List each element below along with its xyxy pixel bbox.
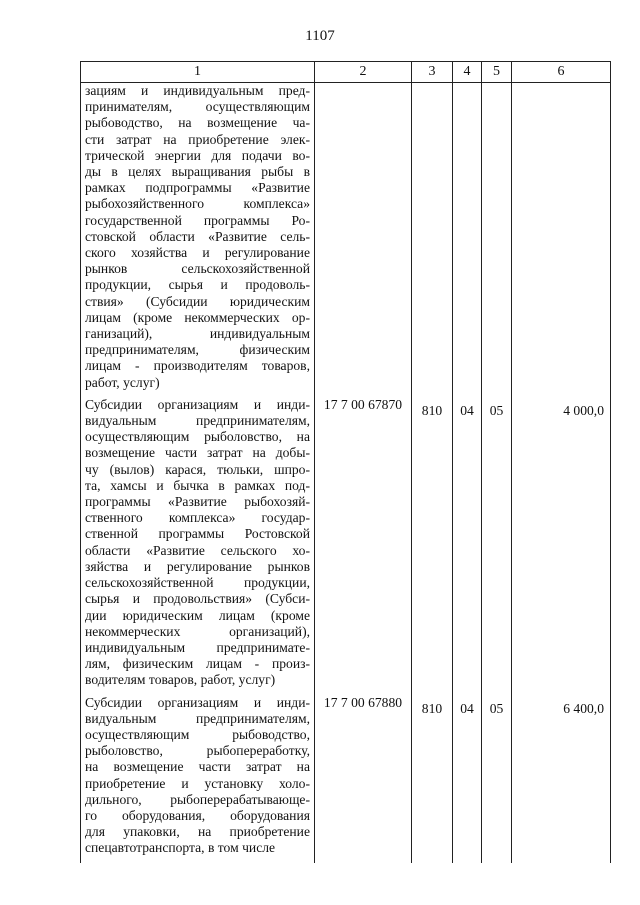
row-name-line: индивидуальным предпринимате- [85,639,310,655]
column-header-rz: 4 [453,62,482,83]
row-name-line: видуальным предпринимателям, [85,710,310,726]
row-pr-cell: 05 [482,397,512,695]
row-name-line: лицам - производителям товаров, [85,358,310,374]
row-name-line: водителям товаров, работ, услуг) [85,672,276,688]
row-name-line: программы «Развитие рыбохозяй- [85,494,310,510]
column-header-name: 1 [81,62,315,83]
row-amount-cell [512,83,611,397]
row-name-line: видуальным предпринимателям, [85,413,310,429]
row-name-line: сельскохозяйственной продукции, [85,575,310,591]
row-name-line: для упаковки, на приобретение [85,824,310,840]
row-pr-cell [482,83,512,397]
row-code-cell [315,83,412,397]
row-name-line: рынков сельскохозяйственной [85,261,310,277]
row-amount-cell: 6 400,0 [512,695,611,863]
row-name-line: ствия» (Субсидии юридическим [85,293,310,309]
row-vr-cell: 810 [412,397,453,695]
row-name-line: зациям и индивидуальным пред- [85,83,310,98]
row-name-line: области «Развитие сельского хо- [85,542,310,558]
row-name-line: сти затрат на приобретение элек- [85,131,310,147]
row-name-line: дильного, рыбоперерабатывающе- [85,791,310,807]
row-name-line: ды в целях выращивания рыбы в [85,164,310,180]
table-row [81,695,611,863]
table-row [81,83,611,397]
table-row [81,397,611,695]
row-name-line: стовской области «Развитие сель- [85,228,310,244]
row-name-line: возмещение части затрат на добы- [85,445,310,461]
row-name-line: сырья и продовольствия» (Субси- [85,591,310,607]
row-name-line: государственной программы Ро- [85,212,310,228]
row-name-line: рыболовство, рыбопереработку, [85,743,310,759]
column-header-code: 2 [315,62,412,83]
row-name-line: предпринимателям, физическим [85,342,310,358]
budget-table [80,61,611,863]
row-pr-cell: 05 [482,695,512,863]
row-code-cell: 17 7 00 67880 [315,695,412,863]
row-name-line: трической энергии для подачи во- [85,147,310,163]
row-name-line: осуществляющим рыболовство, на [85,429,310,445]
row-name-line: ского хозяйства и регулирование [85,245,310,261]
row-name-line: принимателям, осуществляющим [85,99,310,115]
row-rz-cell: 04 [453,397,482,695]
row-name-line: лицам (кроме некоммерческих ор- [85,309,310,325]
row-name-line: дии юридическим лицам (кроме [85,607,310,623]
row-name-line: приобретение и установку холо- [85,775,310,791]
row-name-line: рамках подпрограммы «Развитие [85,180,310,196]
row-name-line: го оборудования, оборудования [85,807,310,823]
row-name-cell [81,83,315,397]
table-header-row [81,62,611,83]
row-name-line: ственного комплекса» государ- [85,510,310,526]
row-name-cell [81,397,315,695]
row-name-line: рыбохозяйственного комплекса» [85,196,310,212]
row-name-line: продукции, сырья и продоволь- [85,277,310,293]
column-header-pr: 5 [482,62,512,83]
row-name-line: та, хамсы и бычка в рамках под- [85,477,310,493]
column-header-amount: 6 [512,62,611,83]
row-name-line: ственной программы Ростовской [85,526,310,542]
row-name-line: зяйства и регулирование рынков [85,558,310,574]
row-rz-cell: 04 [453,695,482,863]
page-number: 1107 [305,28,335,44]
row-name-line: лям, физическим лицам - произ- [85,656,310,672]
row-name-cell [81,695,315,863]
row-vr-cell: 810 [412,695,453,863]
row-name-line: чу (вылов) карася, тюльки, шпро- [85,461,310,477]
row-name-line: Субсидии организациям и инди- [85,396,310,412]
row-name-line: Субсидии организациям и инди- [85,694,310,710]
column-header-vr: 3 [412,62,453,83]
row-name-line: рыбоводство, на возмещение ча- [85,115,310,131]
row-name-line: ганизаций), индивидуальным [85,326,310,342]
row-vr-cell [412,83,453,397]
table-body [81,83,611,863]
row-name-line: работ, услуг) [85,374,160,390]
row-name-line: на возмещение части затрат на [85,759,310,775]
row-amount-cell: 4 000,0 [512,397,611,695]
row-name-line: спецавтотранспорта, в том числе [85,840,276,856]
row-rz-cell [453,83,482,397]
row-code-cell: 17 7 00 67870 [315,397,412,695]
row-name-line: осуществляющим рыбоводство, [85,726,310,742]
row-name-line: некоммерческих организаций), [85,623,310,639]
